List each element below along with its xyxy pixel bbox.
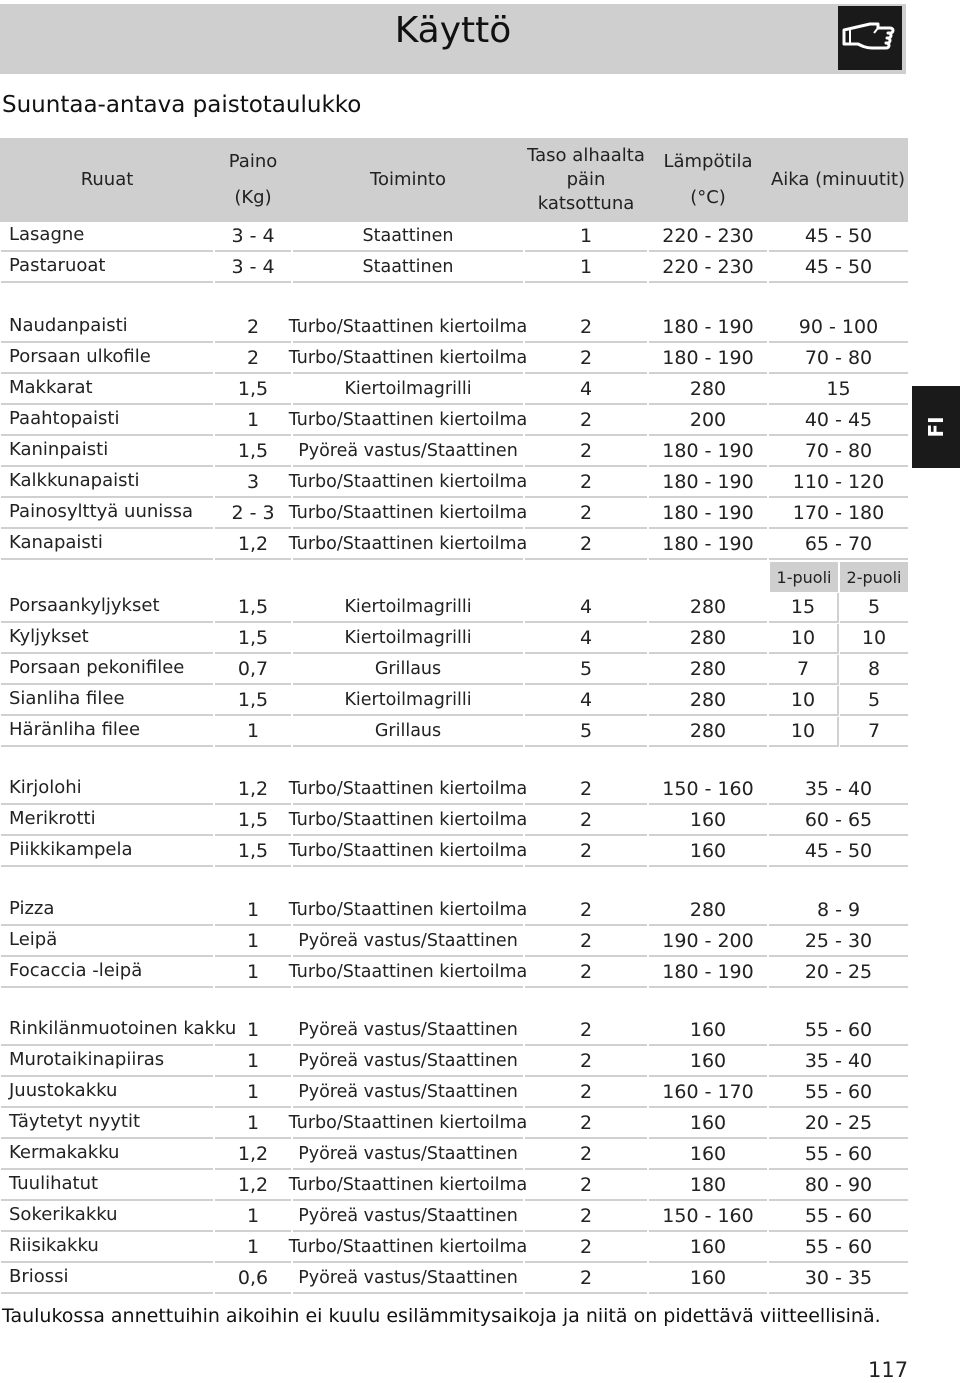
cell-time: 55 - 60 — [769, 1233, 908, 1263]
cell-level: 2 — [525, 1047, 647, 1077]
cell-side2: 7 — [840, 717, 908, 747]
cell-weight: 1 — [215, 927, 291, 957]
cell-function: Kiertoilmagrilli — [293, 686, 523, 716]
cell-weight: 1,5 — [215, 593, 291, 623]
cell-level: 2 — [525, 896, 647, 926]
cell-weight: 1,5 — [215, 624, 291, 654]
cell-level: 4 — [525, 375, 647, 405]
cell-dish: Pizza — [1, 896, 213, 926]
cell-weight: 3 — [215, 468, 291, 498]
cell-side1: 10 — [769, 686, 839, 716]
cell-time: 45 - 50 — [769, 837, 908, 867]
cell-dish: Focaccia -leipä — [1, 958, 213, 988]
table-row — [0, 375, 908, 406]
cell-weight: 1 — [215, 896, 291, 926]
cell-temp: 280 — [649, 896, 767, 926]
table-row — [0, 624, 908, 655]
cell-temp: 280 — [649, 686, 767, 716]
cell-time: 30 - 35 — [769, 1264, 908, 1294]
cell-dish: Porsaan ulkofile — [1, 344, 213, 374]
cell-function: Turbo/Staattinen kiertoilma — [293, 344, 523, 374]
cell-time: 35 - 40 — [769, 775, 908, 805]
cell-weight: 1 — [215, 1202, 291, 1232]
cell-dish: Murotaikinapiiras — [1, 1047, 213, 1077]
cell-time: 40 - 45 — [769, 406, 908, 436]
table-row — [0, 468, 908, 499]
cell-time: 70 - 80 — [769, 437, 908, 467]
cell-level: 2 — [525, 958, 647, 988]
cell-dish: Kalkkunapaisti — [1, 468, 213, 498]
cell-weight: 1 — [215, 1109, 291, 1139]
cell-level: 2 — [525, 1202, 647, 1232]
cell-side1: 7 — [769, 655, 839, 685]
cell-side2: 8 — [840, 655, 908, 685]
cell-time: 8 - 9 — [769, 896, 908, 926]
cell-weight: 1 — [215, 717, 291, 747]
cell-dish: Sokerikakku — [1, 1202, 213, 1232]
cell-temp: 280 — [649, 593, 767, 623]
cell-weight: 1 — [215, 958, 291, 988]
cell-weight: 1 — [215, 406, 291, 436]
cell-side1: 10 — [769, 624, 839, 654]
language-tab: FI — [912, 386, 960, 468]
cell-level: 2 — [525, 1078, 647, 1108]
table-row — [0, 344, 908, 375]
cell-function: Turbo/Staattinen kiertoilma — [293, 958, 523, 988]
cell-dish: Riisikakku — [1, 1233, 213, 1263]
cell-level: 2 — [525, 837, 647, 867]
table-row — [0, 927, 908, 958]
cell-level: 2 — [525, 468, 647, 498]
cell-temp: 160 — [649, 1109, 767, 1139]
cell-dish: Makkarat — [1, 375, 213, 405]
cell-temp: 160 — [649, 1140, 767, 1170]
cell-level: 2 — [525, 1171, 647, 1201]
cell-level: 2 — [525, 1264, 647, 1294]
cell-function: Pyöreä vastus/Staattinen — [293, 1078, 523, 1108]
cell-function: Turbo/Staattinen kiertoilma — [293, 530, 523, 560]
cell-weight: 1,5 — [215, 806, 291, 836]
cell-temp: 180 — [649, 1171, 767, 1201]
column-header-dish: Ruuat — [80, 168, 134, 190]
cell-temp: 160 — [649, 806, 767, 836]
table-row — [0, 222, 908, 253]
cell-temp: 160 — [649, 1016, 767, 1046]
cell-time: 90 - 100 — [769, 313, 908, 343]
cell-weight: 1,5 — [215, 686, 291, 716]
cell-dish: Porsaan pekonifilee — [1, 655, 213, 685]
cell-temp: 160 — [649, 1264, 767, 1294]
cell-time: 60 - 65 — [769, 806, 908, 836]
cell-level: 2 — [525, 1140, 647, 1170]
cell-weight: 0,7 — [215, 655, 291, 685]
pointing-hand-icon — [838, 6, 902, 70]
table-row — [0, 437, 908, 468]
cell-weight: 2 — [215, 313, 291, 343]
cell-dish: Painosylttyä uunissa — [1, 499, 213, 529]
table-row — [0, 686, 908, 717]
cell-side1: 15 — [769, 593, 839, 623]
cell-function: Turbo/Staattinen kiertoilma — [293, 499, 523, 529]
cell-time: 20 - 25 — [769, 958, 908, 988]
table-row — [0, 1233, 908, 1264]
cell-weight: 1,2 — [215, 1171, 291, 1201]
table-row — [0, 499, 908, 530]
cell-time: 45 - 50 — [769, 222, 908, 252]
cell-temp: 180 - 190 — [649, 313, 767, 343]
cell-dish: Kyljykset — [1, 624, 213, 654]
cell-side2: 10 — [840, 624, 908, 654]
cell-function: Pyöreä vastus/Staattinen — [293, 1047, 523, 1077]
table-row — [0, 406, 908, 437]
table-row — [0, 1047, 908, 1078]
table-row — [0, 593, 908, 624]
cell-temp: 180 - 190 — [649, 437, 767, 467]
cell-temp: 280 — [649, 717, 767, 747]
cell-time: 55 - 60 — [769, 1140, 908, 1170]
cell-level: 2 — [525, 499, 647, 529]
cell-time: 35 - 40 — [769, 1047, 908, 1077]
page-title: Käyttö — [394, 10, 512, 51]
cell-time: 45 - 50 — [769, 253, 908, 283]
cell-time: 65 - 70 — [769, 530, 908, 560]
table-row — [0, 1202, 908, 1233]
cell-function: Turbo/Staattinen kiertoilma — [293, 313, 523, 343]
footnote: Taulukossa annettuihin aikoihin ei kuulu esilämmitysaikoja ja niitä on pidettävä viitteellisinä. — [2, 1305, 881, 1327]
table-row — [0, 655, 908, 686]
cell-weight: 1,5 — [215, 437, 291, 467]
cell-temp: 280 — [649, 624, 767, 654]
cell-dish: Tuulihatut — [1, 1171, 213, 1201]
cell-time: 70 - 80 — [769, 344, 908, 374]
table-row — [0, 1171, 908, 1202]
table-row — [0, 775, 908, 806]
cell-temp: 160 — [649, 1233, 767, 1263]
page-number: 117 — [868, 1358, 909, 1382]
cell-function: Staattinen — [293, 222, 523, 252]
cell-time: 55 - 60 — [769, 1202, 908, 1232]
cell-time: 25 - 30 — [769, 927, 908, 957]
cell-weight: 3 - 4 — [215, 222, 291, 252]
table-row — [0, 806, 908, 837]
cell-dish: Kaninpaisti — [1, 437, 213, 467]
cell-level: 4 — [525, 624, 647, 654]
cell-time: 110 - 120 — [769, 468, 908, 498]
cell-function: Turbo/Staattinen kiertoilma — [293, 775, 523, 805]
cell-function: Grillaus — [293, 717, 523, 747]
cell-weight: 1,5 — [215, 837, 291, 867]
cell-weight: 1 — [215, 1016, 291, 1046]
cell-temp: 150 - 160 — [649, 1202, 767, 1232]
cell-function: Kiertoilmagrilli — [293, 375, 523, 405]
cell-level: 2 — [525, 406, 647, 436]
cell-level: 5 — [525, 655, 647, 685]
cell-temp: 220 - 230 — [649, 253, 767, 283]
cell-dish: Juustokakku — [1, 1078, 213, 1108]
cell-dish: Kermakakku — [1, 1140, 213, 1170]
cell-temp: 220 - 230 — [649, 222, 767, 252]
cell-dish: Piikkikampela — [1, 837, 213, 867]
cell-temp: 150 - 160 — [649, 775, 767, 805]
cell-temp: 280 — [649, 375, 767, 405]
cell-function: Turbo/Staattinen kiertoilma — [293, 806, 523, 836]
cell-level: 2 — [525, 313, 647, 343]
table-row — [0, 717, 908, 748]
cell-weight: 1,2 — [215, 775, 291, 805]
cell-time: 80 - 90 — [769, 1171, 908, 1201]
cell-level: 2 — [525, 1109, 647, 1139]
cell-function: Kiertoilmagrilli — [293, 593, 523, 623]
cell-level: 5 — [525, 717, 647, 747]
column-header-temperature: Lämpötila (°C) — [663, 150, 753, 208]
cell-time: 55 - 60 — [769, 1078, 908, 1108]
cell-time: 170 - 180 — [769, 499, 908, 529]
cell-function: Turbo/Staattinen kiertoilma — [293, 1171, 523, 1201]
cell-weight: 0,6 — [215, 1264, 291, 1294]
cell-level: 2 — [525, 530, 647, 560]
table-row — [0, 1264, 908, 1295]
cell-side1: 10 — [769, 717, 839, 747]
cell-function: Kiertoilmagrilli — [293, 624, 523, 654]
table-row — [0, 313, 908, 344]
cell-weight: 1 — [215, 1047, 291, 1077]
table-row — [0, 1109, 908, 1140]
cell-dish: Rinkilänmuotoinen kakku — [1, 1016, 213, 1046]
cell-level: 2 — [525, 437, 647, 467]
cell-dish: Häränliha filee — [1, 717, 213, 747]
table-row — [0, 1078, 908, 1109]
cell-function: Turbo/Staattinen kiertoilma — [293, 1233, 523, 1263]
column-header-weight: Paino (Kg) — [228, 150, 278, 208]
cell-function: Turbo/Staattinen kiertoilma — [293, 837, 523, 867]
cell-function: Turbo/Staattinen kiertoilma — [293, 896, 523, 926]
cell-temp: 180 - 190 — [649, 499, 767, 529]
cell-dish: Täytetyt nyytit — [1, 1109, 213, 1139]
cell-temp: 180 - 190 — [649, 958, 767, 988]
cell-dish: Naudanpaisti — [1, 313, 213, 343]
table-row — [0, 896, 908, 927]
cell-weight: 1 — [215, 1078, 291, 1108]
cell-time: 15 — [769, 375, 908, 405]
section-title: Suuntaa-antava paistotaulukko — [2, 92, 362, 118]
cell-dish: Kirjolohi — [1, 775, 213, 805]
cell-level: 2 — [525, 927, 647, 957]
table-row — [0, 530, 908, 561]
cell-dish: Briossi — [1, 1264, 213, 1294]
cell-weight: 3 - 4 — [215, 253, 291, 283]
cell-dish: Paahtopaisti — [1, 406, 213, 436]
cell-function: Pyöreä vastus/Staattinen — [293, 1140, 523, 1170]
cell-dish: Sianliha filee — [1, 686, 213, 716]
cell-function: Pyöreä vastus/Staattinen — [293, 1016, 523, 1046]
table-row — [0, 837, 908, 868]
cell-function: Pyöreä vastus/Staattinen — [293, 927, 523, 957]
cell-level: 4 — [525, 593, 647, 623]
cell-level: 1 — [525, 253, 647, 283]
cell-function: Pyöreä vastus/Staattinen — [293, 1202, 523, 1232]
table-row — [0, 1016, 908, 1047]
cell-level: 2 — [525, 806, 647, 836]
cell-temp: 160 — [649, 837, 767, 867]
cell-time: 55 - 60 — [769, 1016, 908, 1046]
cell-temp: 180 - 190 — [649, 344, 767, 374]
table-row — [0, 1140, 908, 1171]
subheader-side2: 2-puoli — [840, 562, 908, 592]
cell-function: Turbo/Staattinen kiertoilma — [293, 468, 523, 498]
cell-function: Pyöreä vastus/Staattinen — [293, 1264, 523, 1294]
cell-dish: Leipä — [1, 927, 213, 957]
cell-level: 2 — [525, 344, 647, 374]
cell-weight: 2 — [215, 344, 291, 374]
cell-function: Grillaus — [293, 655, 523, 685]
cell-side2: 5 — [840, 686, 908, 716]
cell-level: 1 — [525, 222, 647, 252]
cell-function: Staattinen — [293, 253, 523, 283]
cell-temp: 160 — [649, 1047, 767, 1077]
cell-dish: Lasagne — [1, 222, 213, 252]
cell-function: Turbo/Staattinen kiertoilma — [293, 1109, 523, 1139]
cell-weight: 1 — [215, 1233, 291, 1263]
cell-level: 2 — [525, 775, 647, 805]
cell-temp: 200 — [649, 406, 767, 436]
column-header-time: Aika (minuutit) — [770, 168, 906, 190]
cell-function: Turbo/Staattinen kiertoilma — [293, 406, 523, 436]
cell-dish: Porsaankyljykset — [1, 593, 213, 623]
cell-weight: 2 - 3 — [215, 499, 291, 529]
cell-temp: 180 - 190 — [649, 468, 767, 498]
cell-temp: 190 - 200 — [649, 927, 767, 957]
cell-temp: 280 — [649, 655, 767, 685]
subheader-side1: 1-puoli — [770, 562, 838, 592]
column-header-level: Taso alhaalta päin katsottuna — [527, 144, 645, 215]
cell-level: 2 — [525, 1016, 647, 1046]
cell-weight: 1,5 — [215, 375, 291, 405]
cell-side2: 5 — [840, 593, 908, 623]
table-row — [0, 253, 908, 284]
cell-time: 20 - 25 — [769, 1109, 908, 1139]
cell-function: Pyöreä vastus/Staattinen — [293, 437, 523, 467]
cell-dish: Kanapaisti — [1, 530, 213, 560]
cell-weight: 1,2 — [215, 530, 291, 560]
cell-dish: Pastaruoat — [1, 253, 213, 283]
cell-level: 4 — [525, 686, 647, 716]
cell-weight: 1,2 — [215, 1140, 291, 1170]
column-header-function: Toiminto — [370, 168, 446, 190]
cell-temp: 180 - 190 — [649, 530, 767, 560]
cell-dish: Merikrotti — [1, 806, 213, 836]
table-row — [0, 958, 908, 989]
cell-level: 2 — [525, 1233, 647, 1263]
cell-temp: 160 - 170 — [649, 1078, 767, 1108]
